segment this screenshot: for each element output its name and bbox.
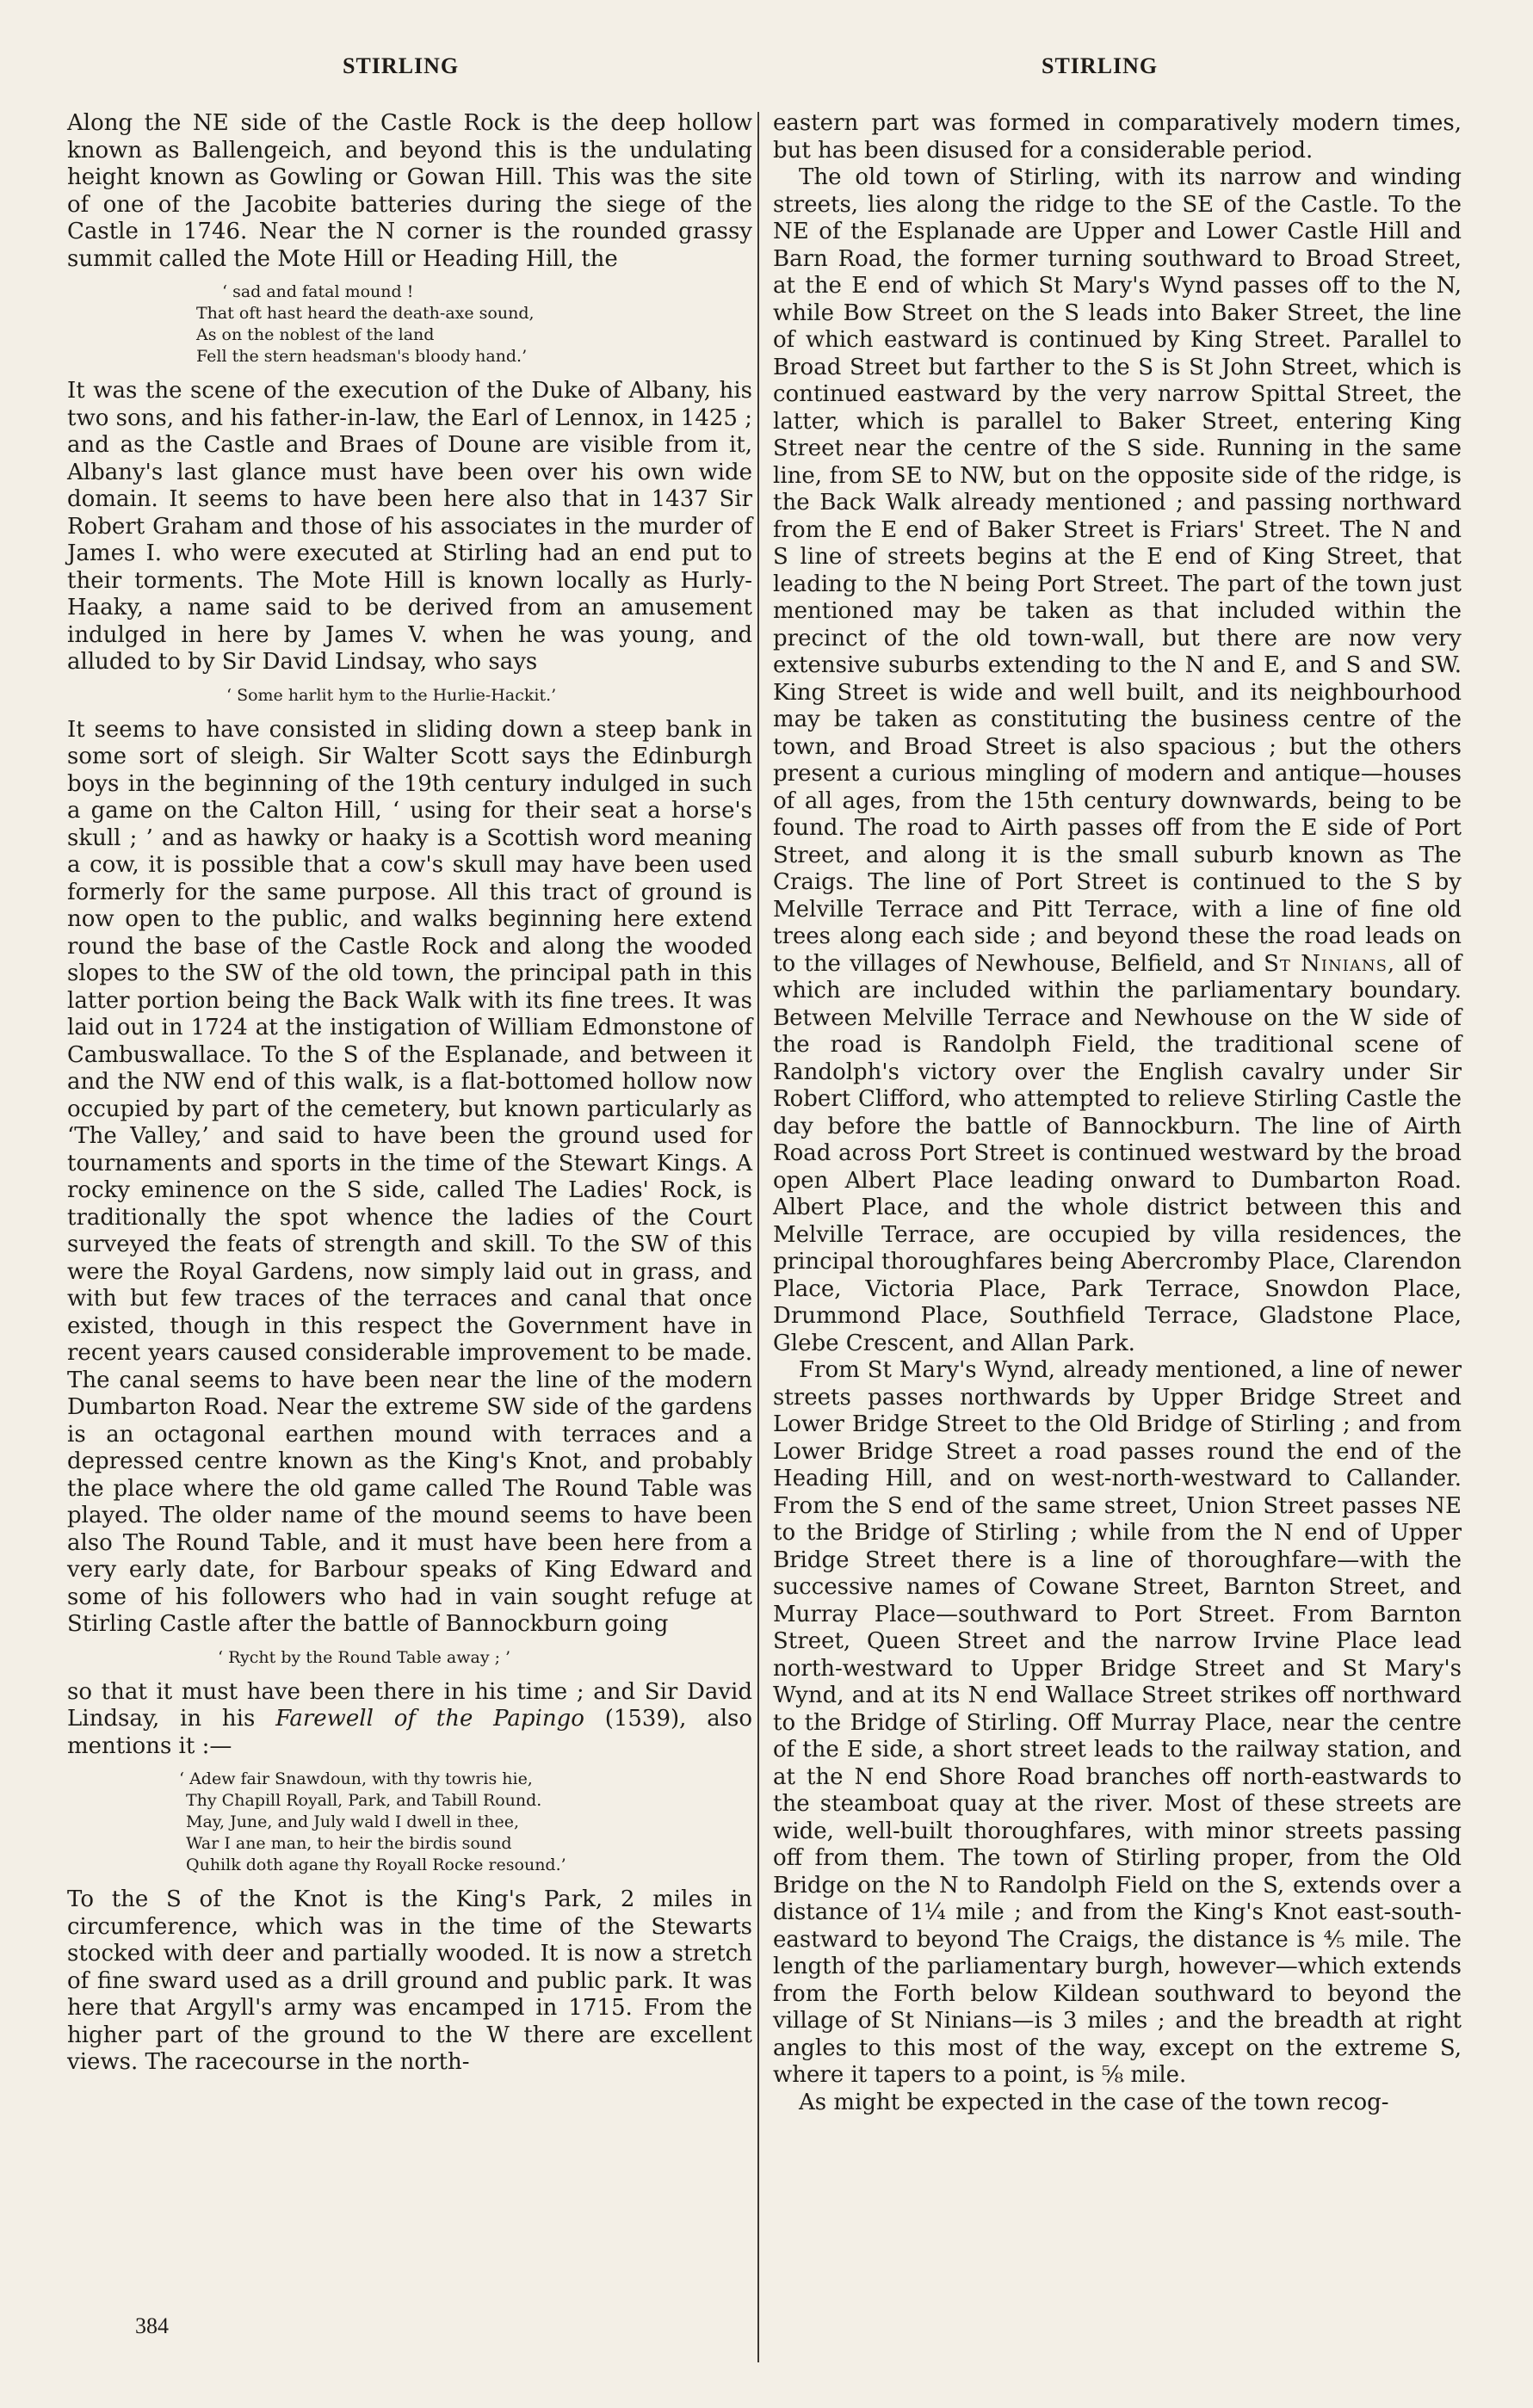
verse-line: May, June, and July wald I dwell in thee,: [186, 1812, 519, 1831]
paragraph: As might be expected in the case of the town recog-: [799, 2089, 1389, 2115]
verse-line: ‘ Rycht by the Round Table away ; ’: [218, 1647, 511, 1667]
paragraph: eastern part was formed in comparatively modern times, but has been disused for a considerable period.: [773, 110, 1462, 164]
page-number: 384: [135, 2313, 169, 2338]
paragraph: It was the scene of the execution of the Duke of Albany, his two sons, and his father-in-law, the Earl of Lennox, in 1425 ; and as the Castle and Braes of Doune are visible from it, Albany's last glance must have been over his own wide domain. It seems to have been here also that in 1437 Sir Robert Graham and those of his associates in the murder of James I. who were executed at Stirling had an end put to their torments. The Mote Hill is known locally as Hurly-Haaky, a name said to be derived from an amusement indulged in here by James V. when he was young, and alluded to by Sir David Lindsay, who says: [67, 378, 752, 675]
verse-line: ‘ sad and fatal mound !: [222, 282, 414, 301]
text-run: The old town of Stirling, with its narrow and winding streets, lies along the ridge to the SE of the Castle. To the NE of the Esplanade are Upper and Lower Castle Hill and Barn Road, the former turning southward to Broad Street, at the E end of which St Mary's Wynd passes off to the N, while Bow Street on the S leads into Baker Street, the line of which eastward is continued by King Street. Parallel to Broad Street but farther to the S is St John Street, which is continued eastward by the very narrow Spittal Street, the latter, which is parallel to Baker Street, entering King Street near the centre of the S side. Running in the same line, from SE to NW, but on the opposite side of the ridge, is the Back Walk already mentioned ; and passing northward from the E end of Baker Street is Friars' Street. The N and S line of streets begins at the E end of King Street, that leading to the N being Port Street. The part of the town just mentioned may be taken as that included within the precinct of the old town-wall, but there are now very extensive suburbs extending to the N and E, and S and SW. King Street is wide and well built, and its neighbourhood may be taken as constituting the business centre of the town, and Broad Street is also spacious ; but the others present a curious mingling of modern and antique—houses of all ages, from the 15th century downwards, being to be found. The road to Airth passes off from the E side of Port Street, and along it is the small suburb known as The Craigs. The line of Port Street is continued to the S by Melville Terrace and Pitt Terrace, with a line of fine old trees along each side ; and beyond these the road leads on to the villages of Newhouse, Belfield, and: [773, 164, 1462, 977]
paragraph: To the S of the Knot is the King's Park, 2 miles in circumference, which was in the time of the Stewarts stocked with deer and partially wooded. It is now a stretch of fine sward used as a drill ground and public park. It was here that Argyll's army was encamped in 1715. From the higher part of the ground to the W there are excellent views. The racecourse in the north-: [67, 1886, 752, 2075]
verse-line: ‘ Adew fair Snawdoun, with thy towris hie,: [179, 1769, 533, 1788]
right-column: [773, 110, 1462, 2116]
verse-quote: [67, 1769, 752, 1876]
paragraph: [67, 1679, 752, 1761]
verse-line: That oft hast heard the death-axe sound,: [196, 304, 535, 323]
place-name: St Ninians: [1264, 950, 1388, 977]
paragraph: From St Mary's Wynd, already mentioned, a line of newer streets passes northwards by Upper Bridge Street and Lower Bridge Street to the Old Bridge of Stirling ; and from Lower Bridge Street a road passes round the end of the Heading Hill, and on west-north-westward to Callander. From the S end of the same street, Union Street passes NE to the Bridge of Stirling ; while from the N end of Upper Bridge Street there is a line of thoroughfare—with the successive names of Cowane Street, Barnton Street, and Murray Place—southward to Port Street. From Barnton Street, Queen Street and the narrow Irvine Place lead north-westward to Upper Bridge Street and St Mary's Wynd, and at its N end Wallace Street strikes off northward to the Bridge of Stirling. Off Murray Place, near the centre of the E side, a short street leads to the railway station, and at the N end Shore Road branches off north-eastwards to the steamboat quay at the river. Most of these streets are wide, well-built thoroughfares, with minor streets passing off from them. The town of Stirling proper, from the Old Bridge on the N to Randolph Field on the S, extends over a distance of 1¼ mile ; and from the King's Knot east-south-eastward to beyond The Craigs, the distance is ⅘ mile. The length of the parliamentary burgh, however—which extends from the Forth below Kildean southward to beyond the village of St Ninians—is 3 miles ; and the breadth at right angles to this most of the way, except on the extreme S, where it tapers to a point, is ⅝ mile.: [773, 1357, 1462, 2088]
verse-quote: [67, 281, 752, 367]
running-head-right: STIRLING: [1042, 53, 1159, 78]
running-head-left: STIRLING: [343, 53, 460, 78]
text-run: (1539), also mentions it :—: [67, 1706, 753, 1759]
verse-line: As on the noblest of the land: [196, 325, 435, 344]
verse-quote: [67, 685, 752, 707]
verse-line: Quhilk doth agane thy Royall Rocke resound.’: [186, 1855, 566, 1874]
verse-line: War I ane man, to heir the birdis sound: [186, 1834, 512, 1853]
text-run: , all of which are included within the parliamentary boundary. Between Melville Terrace and Newhouse on the W side of the road is Randolph Field, the traditional scene of Randolph's victory over the English cavalry under Sir Robert Clifford, who attempted to relieve Stirling Castle the day before the battle of Bannockburn. The line of Airth Road across Port Street is continued westward by the broad open Albert Place leading onward to Dumbarton Road. Albert Place, and the whole district between this and Melville Terrace, are occupied by villa residences, the principal thoroughfares being Abercromby Place, Clarendon Place, Victoria Place, Park Terrace, Snowdon Place, Drummond Place, Southfield Terrace, Gladstone Place, Glebe Crescent, and Allan Park.: [773, 950, 1462, 1356]
text-run: so that it must have been there in his time ; and Sir David Lindsay, in his: [67, 1678, 752, 1732]
verse-line: Fell the stern headsman's bloody hand.’: [196, 347, 528, 366]
work-title: Farewell of the Papingo: [275, 1706, 584, 1732]
verse-quote: [67, 1647, 752, 1669]
left-column: [67, 110, 752, 2077]
column-divider: [757, 112, 759, 2362]
verse-line: Thy Chapill Royall, Park, and Tabill Round.: [186, 1791, 542, 1810]
verse-line: ‘ Some harlit hym to the Hurlie-Hackit.’: [226, 685, 557, 705]
paragraph: [773, 164, 1462, 1357]
paragraph: Along the NE side of the Castle Rock is the deep hollow known as Ballengeich, and beyond this is the undulating height known as Gowling or Gowan Hill. This was the site of one of the Jacobite batteries during the siege of the Castle in 1746. Near the N corner is the rounded grassy summit called the Mote Hill or Heading Hill, the: [67, 110, 752, 272]
paragraph: It seems to have consisted in sliding down a steep bank in some sort of sleigh. Sir Walter Scott says the Edinburgh boys in the beginning of the 19th century indulged in such a game on the Calton Hill, ‘ using for their seat a horse's skull ; ’ and as hawky or haaky is a Scottish word meaning a cow, it is possible that a cow's skull may have been used formerly for the same purpose. All this tract of ground is now open to the public, and walks beginning here extend round the base of the Castle Rock and along the wooded slopes to the SW of the old town, the principal path in this latter portion being the Back Walk with its fine trees. It was laid out in 1724 at the instigation of William Edmonstone of Cambuswallace. To the S of the Esplanade, and between it and the NW end of this walk, is a flat-bottomed hollow now occupied by part of the cemetery, but known particularly as ‘The Valley,’ and said to have been the ground used for tournaments and sports in the time of the Stewart Kings. A rocky eminence on the S side, called The Ladies' Rock, is traditionally the spot whence the ladies of the Court surveyed the feats of strength and skill. To the SW of this were the Royal Gardens, now simply laid out in grass, and with but few traces of the terraces and canal that once existed, though in this respect the Government have in recent years caused considerable improvement to be made. The canal seems to have been near the line of the modern Dumbarton Road. Near the extreme SW side of the gardens is an octagonal earthen mound with terraces and a depressed centre known as the King's Knot, and probably the place where the old game called The Round Table was played. The older name of the mound seems to have been also The Round Table, and it must have been here from a very early date, for Barbour speaks of King Edward and some of his followers who had in vain sought refuge at Stirling Castle after the battle of Bannockburn going: [67, 716, 752, 1637]
